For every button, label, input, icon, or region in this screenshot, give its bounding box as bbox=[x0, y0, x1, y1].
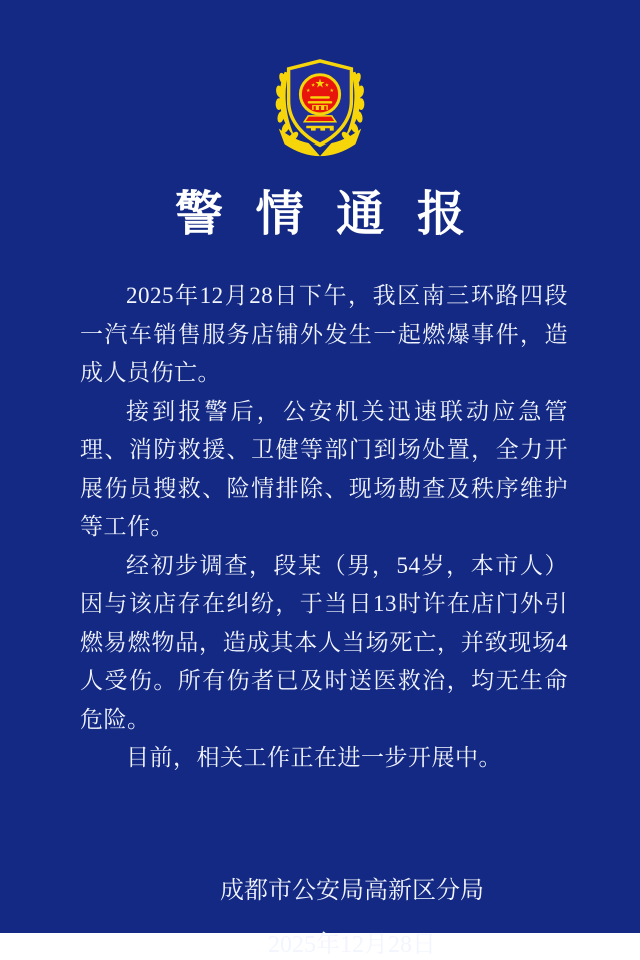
police-badge-icon bbox=[267, 58, 373, 162]
notice-paragraph-4: 目前，相关工作正在进一步开展中。 bbox=[126, 745, 502, 770]
notice-paragraph-3: 经初步调查，段某（男，54岁，本市人）因与该店存在纠纷，于当日13时许在店门外引燃易燃物品，造成其本人当场死亡，并致现场4人受伤。所有伤者已及时送医救治，均无生命危险。 bbox=[80, 552, 568, 732]
badge-container bbox=[0, 0, 640, 167]
emblem-ribbon bbox=[304, 116, 335, 122]
notice-paragraph-1: 2025年12月28日下午，我区南三环路四段一汽车销售服务店铺外发生一起燃爆事件，造成人员伤亡。 bbox=[80, 283, 568, 385]
notice-title bbox=[0, 189, 640, 241]
signature-block bbox=[0, 876, 640, 960]
notice-body bbox=[80, 277, 568, 778]
notice-paragraph-2: 接到报警后，公安机关迅速联动应急管理、消防救援、卫健等部门到场处置，全力开展伤员搜救、险情排除、现场勘查及秩序维护等工作。 bbox=[80, 398, 568, 539]
notice-date: 2025年12月28日 bbox=[268, 931, 436, 958]
issuing-authority: 成都市公安局高新区分局 bbox=[220, 877, 484, 904]
notice-title-text: 警情通报 bbox=[175, 188, 498, 241]
